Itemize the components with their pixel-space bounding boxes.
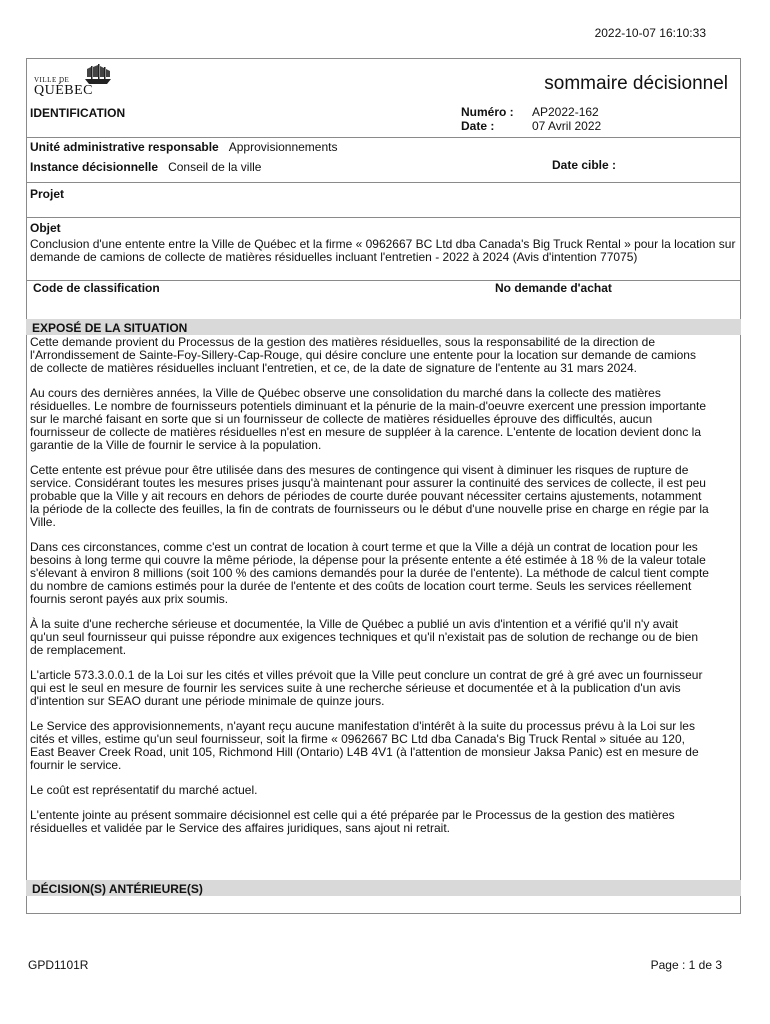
expose-paragraph: Cette entente est prévue pour être utilisée dans des mesures de contingence qui visent à diminuer les risques de rupture de service. Considérant toutes les mesures prises jusqu'à maintenant pour assurer la continuité des services de collecte, il est peu probable que la Ville y ait recours en dehors de périodes de courte durée pouvant nécessiter certains ajustements, notamment la période de la collecte des feuilles, la fin de contrats de fournisseurs ou le début d'une nouvelle prise en charge en régie par la Ville. bbox=[30, 463, 709, 529]
expose-paragraph: L'article 573.3.0.0.1 de la Loi sur les cités et villes prévoit que la Ville peut conclure un contrat de gré à gré avec un fournisseur qui est le seul en mesure de fournir les services suite à une recherche sérieuse et documentée et à la publication d'un avis d'intention sur SEAO durant une période minimale de quinze jours. bbox=[30, 668, 703, 708]
expose-body bbox=[30, 336, 710, 847]
projet-section bbox=[26, 182, 741, 218]
objet-label: Objet bbox=[30, 221, 61, 235]
expose-paragraph: À la suite d'une recherche sérieuse et documentée, la Ville de Québec a publié un avis d'intention et a vérifié qu'il n'y avait qu'un seul fournisseur qui puisse répondre aux exigences techniques et qu'il n'existait pas de solution de rechange ou de bien de remplacement. bbox=[30, 617, 698, 657]
code-classification-label: Code de classification bbox=[33, 281, 160, 295]
decisions-header bbox=[26, 880, 741, 896]
unite-value: Approvisionnements bbox=[228, 140, 338, 154]
classification-row bbox=[26, 281, 741, 319]
unite-label: Unité administrative responsable bbox=[30, 140, 219, 154]
expose-paragraph: Cette demande provient du Processus de la gestion des matières résiduelles, sous la responsabilité de la direction de l'Arrondissement de Sainte-Foy-Sillery-Cap-Rouge, qui désire conclure une entente pour la location sur demande de camions de collecte de matières résiduelles incluant l'entretien, et ce, de la date de signature de l'entente au 31 mars 2024. bbox=[30, 335, 696, 375]
expose-paragraph: L'entente jointe au présent sommaire décisionnel est celle qui a été préparée par le Processus de la gestion des matières résiduelles et validée par le Service des affaires juridiques, sans ajout ni retrait. bbox=[30, 808, 675, 835]
no-demande-achat-label: No demande d'achat bbox=[495, 281, 612, 295]
expose-paragraph: Au cours des dernières années, la Ville de Québec observe une consolidation du marché dans la collecte des matières résiduelles. Le nombre de fournisseurs potentiels diminuant et la pénurie de la main-d'oeuvre exercent une pression importante sur le marché faisant en sorte que si un fournisseur de collecte de matières résiduelles éprouve des difficultés, aucun fournisseur de collecte de matières résiduelles n'est en mesure de suppléer à la carence. L'entente de location devient donc la garantie de la Ville de fournir le service à la population. bbox=[30, 386, 707, 452]
instance-value: Conseil de la ville bbox=[168, 160, 262, 174]
identification-meta bbox=[461, 105, 601, 133]
instance-row bbox=[26, 158, 741, 180]
identification-label: IDENTIFICATION bbox=[30, 106, 126, 120]
expose-paragraph: Le coût est représentatif du marché actuel. bbox=[30, 783, 258, 797]
numero-label: Numéro : bbox=[461, 105, 514, 119]
expose-header bbox=[26, 319, 741, 335]
expose-paragraph: Dans ces circonstances, comme c'est un contrat de location à court terme et que la Ville a déjà un contrat de location pour les besoins à long terme qui couvre la même période, la dépense pour la présente entente a été estimée à 18 % de la valeur totale s'élevant à environ 8 millions (soit 100 % des camions demandés pour la durée de l'entente). La méthode de calcul tient compte du nombre de camions estimés pour la durée de l'entente et des coûts de location court terme. Seuls les services réellement fournis seront payés aux prix soumis. bbox=[30, 540, 709, 606]
print-timestamp: 2022-10-07 16:10:33 bbox=[594, 26, 706, 40]
numero-value: AP2022-162 bbox=[532, 105, 599, 119]
objet-text: Conclusion d'une entente entre la Ville de Québec et la firme « 0962667 BC Ltd dba Canada's Big Truck Rental » pour la location sur demande de camions de collecte de matières résiduelles incluant l'entretien - 2022 à 2024 (Avis d'intention 77075) bbox=[30, 237, 736, 264]
logo-line2: QUÉBEC bbox=[34, 83, 93, 98]
objet-section bbox=[26, 218, 741, 281]
date-value: 07 Avril 2022 bbox=[532, 119, 602, 133]
decisions-heading: DÉCISION(S) ANTÉRIEURE(S) bbox=[26, 880, 741, 896]
document-title: sommaire décisionnel bbox=[544, 73, 728, 94]
expose-paragraph: Le Service des approvisionnements, n'ayant reçu aucune manifestation d'intérêt à la suite du processus prévu à la Loi sur les cités et villes, estime qu'un seul fournisseur, soit la firme « 0962667 BC Ltd dba Canada's Big Truck Rental » située au 120, East Beaver Creek Road, unit 105, Richmond Hill (Ontario) L4B 4V1 (à l'attention de monsieur Jaksa Panic) est en mesure de fournir le service. bbox=[30, 719, 699, 772]
date-cible-label: Date cible : bbox=[552, 158, 617, 172]
instance-label: Instance décisionnelle bbox=[30, 160, 159, 174]
projet-label: Projet bbox=[30, 187, 65, 201]
ship-icon bbox=[83, 63, 113, 85]
form-code: GPD1101R bbox=[28, 958, 89, 972]
date-label: Date : bbox=[461, 119, 495, 133]
page-number: Page : 1 de 3 bbox=[650, 958, 722, 972]
ville-de-quebec-logo bbox=[34, 63, 124, 101]
logo-line1: VILLE DE bbox=[34, 76, 70, 84]
expose-heading: EXPOSÉ DE LA SITUATION bbox=[26, 319, 741, 335]
identification-section bbox=[26, 103, 741, 138]
unite-row bbox=[26, 138, 741, 158]
